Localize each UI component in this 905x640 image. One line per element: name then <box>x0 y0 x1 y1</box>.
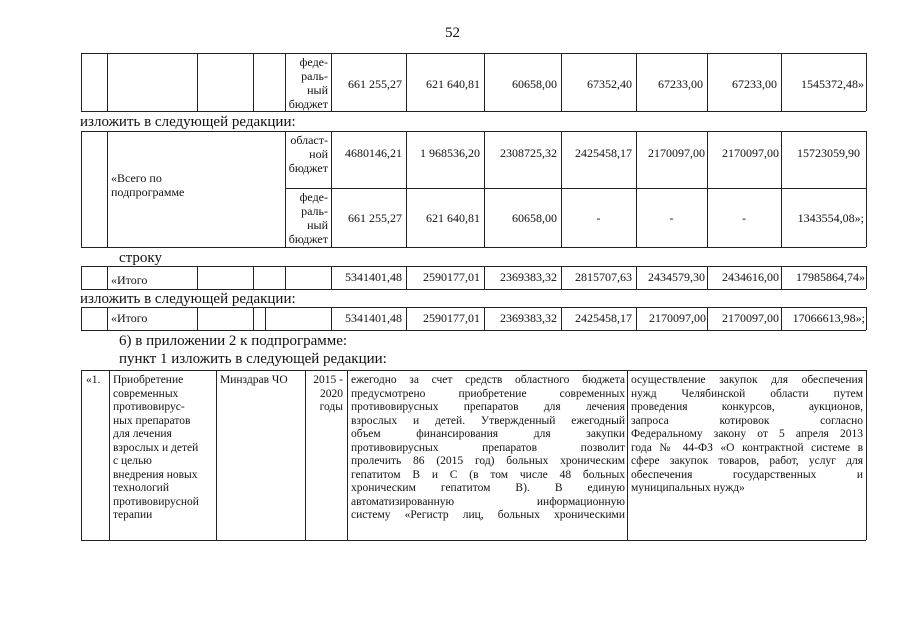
value-cell: 661 255,27 <box>348 211 402 225</box>
description-line: гепатитом В и С (в том числе 48 больных <box>351 468 625 481</box>
source-line: раль- <box>301 69 328 83</box>
value-cell: - <box>742 211 746 225</box>
procurement-line: осуществление закупок для обеспечения <box>631 374 863 386</box>
description-line: автоматизированную информационную <box>351 495 625 508</box>
value-cell: - <box>669 211 674 225</box>
source-line: раль- <box>301 204 328 218</box>
source-line: бюджет <box>288 97 328 111</box>
period-line: 2020 <box>320 387 343 400</box>
source-line: феде- <box>299 55 328 69</box>
source-line: ной <box>309 147 328 161</box>
label-line: «Всего по <box>111 171 162 185</box>
value-cell: 2170097,00 <box>722 146 779 160</box>
item-executor: Минздрав ЧО <box>220 374 288 386</box>
description-line: предусмотрено приобретение современных <box>351 387 625 400</box>
name-line: противовирус- <box>113 401 185 413</box>
value-cell: 67233,00 <box>732 77 777 91</box>
description-line: противовирусных препаратов для лечения <box>351 401 625 413</box>
procurement-line: Федеральному закону от 5 апреля 2013 <box>631 428 863 440</box>
value-cell: 661 255,27 <box>348 77 402 91</box>
phrase-edit-2: изложить в следующей редакции: <box>80 291 296 307</box>
value-cell: 2425458,17 <box>575 146 632 160</box>
value-cell: 2434579,30 <box>648 270 705 284</box>
name-line: для лечения <box>113 428 172 440</box>
value-cell: 15723059,90 <box>797 146 860 160</box>
description-line: пролечить 86 (2015 год) больных хроническим <box>351 455 625 467</box>
period-line: 2015 - <box>313 374 343 386</box>
value-cell: 1 968536,20 <box>420 146 480 160</box>
name-line: взрослых и детей <box>113 441 199 454</box>
value-cell: 2815707,63 <box>575 270 632 284</box>
value-cell: 2369383,32 <box>500 311 557 325</box>
procurement-line: года № 44-ФЗ «О контрактной системе в <box>631 441 863 454</box>
source-cell <box>285 133 331 175</box>
value-cell: 60658,00 <box>512 211 557 225</box>
description-line: хроническим гепатитом В). В единую <box>351 482 625 494</box>
phrase-row: строку <box>119 250 162 266</box>
name-line: терапии <box>113 509 153 521</box>
name-line: технологий <box>113 482 169 494</box>
value-cell: 4680146,21 <box>345 146 402 160</box>
value-cell: 17066613,98»; <box>792 311 865 325</box>
period-line: годы <box>319 401 343 413</box>
item-6: 6) в приложении 2 к подпрограмме: <box>119 333 348 349</box>
description-line: ежегодно за счет средств областного бюджета <box>351 374 625 386</box>
value-cell: 2369383,32 <box>500 270 557 284</box>
source-line: ный <box>307 218 328 232</box>
description-line: противовирусных препаратов позволит <box>351 441 625 454</box>
item-name <box>113 374 215 523</box>
name-line: противовирусной <box>113 495 199 508</box>
source-line: област- <box>290 133 328 147</box>
procurement-line: нужд Челябинской области путем <box>631 387 863 400</box>
value-cell: 1343554,08»; <box>797 211 864 225</box>
value-cell: 621 640,81 <box>426 77 480 91</box>
total-label: «Итого <box>111 311 148 325</box>
value-cell: 17985864,74» <box>796 270 865 284</box>
procurement-line: проведения конкурсов, аукционов, <box>631 401 863 413</box>
procurement-line: муниципальных нужд» <box>631 482 745 494</box>
page-number: 52 <box>445 25 460 41</box>
item-procurement <box>631 374 863 496</box>
value-cell: 2425458,17 <box>575 311 632 325</box>
value-cell: 2590177,01 <box>423 311 480 325</box>
value-cell: 5341401,48 <box>345 270 402 284</box>
source-line: ный <box>307 83 328 97</box>
source-line: бюджет <box>288 161 328 175</box>
description-line: взрослых и детей. Утвержденный ежегодный <box>351 414 625 427</box>
description-line: объем финансирования для закупки <box>351 428 625 440</box>
value-cell: 1545372,48» <box>801 77 864 91</box>
source-line: феде- <box>299 190 328 204</box>
value-cell: 60658,00 <box>512 77 557 91</box>
value-cell: 621 640,81 <box>426 211 480 225</box>
value-cell: 2434616,00 <box>722 270 779 284</box>
value-cell: 67233,00 <box>658 77 703 91</box>
label-line: подпрограмме <box>111 185 185 199</box>
name-line: Приобретение <box>113 374 184 386</box>
item-6-sub: пункт 1 изложить в следующей редакции: <box>119 351 387 367</box>
procurement-line: запроса котировок согласно <box>631 414 863 427</box>
value-cell: 2308725,32 <box>500 146 557 160</box>
source-line: бюджет <box>288 232 328 246</box>
description-line: систему «Регистр лиц, больных хроническими <box>351 509 625 521</box>
procurement-line: сфере закупок товаров, работ, услуг для <box>631 455 863 467</box>
item-number: «1. <box>86 374 101 386</box>
item-description <box>351 374 625 523</box>
subprogram-label <box>107 171 285 199</box>
phrase-edit-1: изложить в следующей редакции: <box>80 114 296 130</box>
procurement-line: обеспечения государственных и <box>631 468 863 481</box>
value-cell: 2590177,01 <box>423 270 480 284</box>
name-line: современных <box>113 387 179 400</box>
name-line: с целью <box>113 455 152 467</box>
value-cell: 2170097,00 <box>722 311 779 325</box>
name-line: ных препаратов <box>113 414 191 427</box>
value-cell: 2170097,00 <box>649 311 706 325</box>
value-cell: 2170097,00 <box>648 146 705 160</box>
name-line: внедрения новых <box>113 468 198 481</box>
item-period <box>305 374 346 415</box>
value-cell: 5341401,48 <box>345 311 402 325</box>
value-cell: - <box>596 211 601 225</box>
value-cell: 67352,40 <box>587 77 632 91</box>
source-cell <box>285 55 331 111</box>
source-cell <box>285 190 331 246</box>
total-label: «Итого <box>111 273 148 287</box>
